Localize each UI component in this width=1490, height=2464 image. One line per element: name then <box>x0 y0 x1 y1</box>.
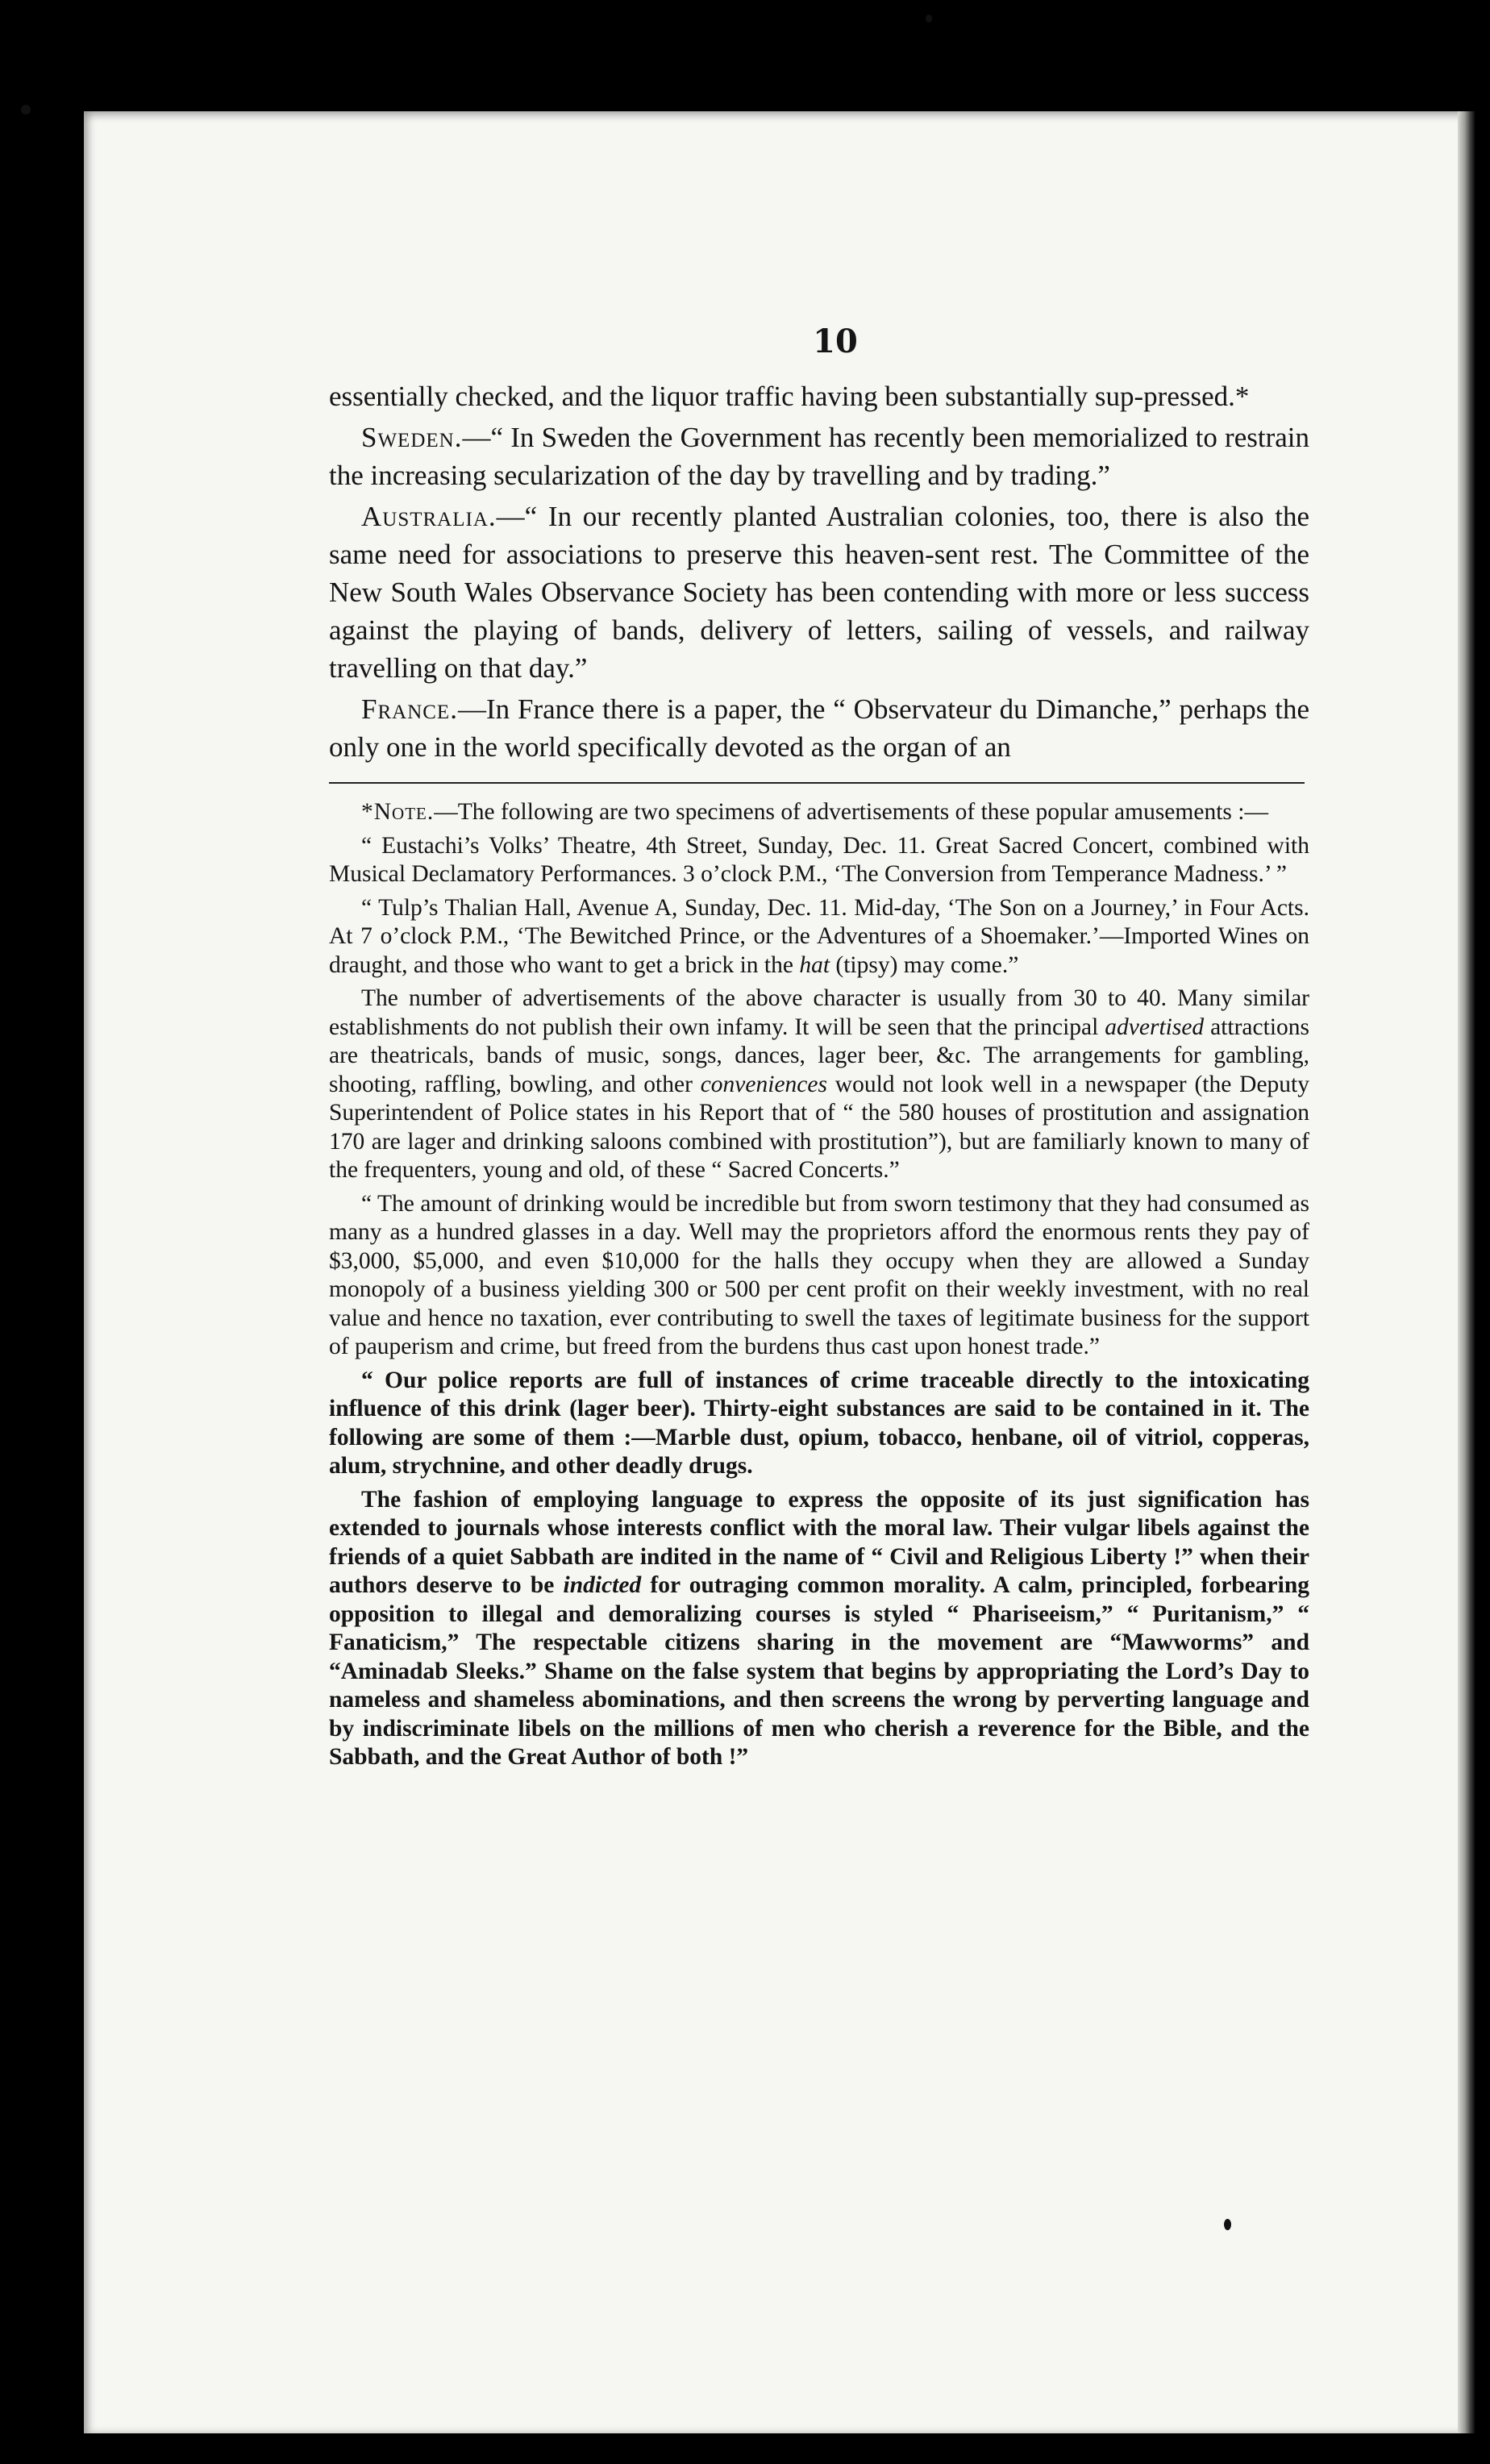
footnote-language-text: The fashion of employing language to express the opposite of its just signification has extended to journals whose interests conflict with the moral law. Their vulgar libels against the friends of a quiet Sabbath are indited in the name of “ Civil and Religious Liberty !” when their authors deserve to be <box>329 1486 1309 1598</box>
footnote-advert-count-end: would not look well in a newspaper (the Deputy Superintendent of Police states in his Report that of “ the 580 houses of prostitution and assignation 170 are lager and drinking saloons combined with prostitution”), but are familiarly known to many of the frequenters, young and old, of these “ Sacred Concerts.” <box>329 1071 1309 1183</box>
footnote-italic-conveniences: conveniences <box>700 1071 827 1097</box>
heading-australia: Australia. <box>361 501 497 532</box>
footnotes <box>329 798 1309 1772</box>
paragraph-sweden-text: —“ In Sweden the Government has recently been memorialized to restrain the increasing secularization of the day by travelling and by trading.” <box>329 422 1309 491</box>
page-number: 10 <box>813 323 858 360</box>
footnote-advert-count <box>329 984 1309 1185</box>
footnote-advert-tulp-text: “ Tulp’s Thalian Hall, Avenue A, Sunday, Dec. 11. Mid-day, ‘The Son on a Journey,’ in Four Acts. At 7 o’clock P.M., ‘The Bewitched Prince, or the Adventures of a Shoemaker.’—Imported Wines on draught, and those who want to get a brick in the <box>329 894 1309 978</box>
footnote-police-reports: “ Our police reports are full of instances of crime traceable directly to the intoxicating influence of this drink (lager beer). Thirty-eight substances are said to be contained in it. The following are some of them :—Marble dust, opium, tobacco, henbane, oil of vitriol, copperas, alum, strychnine, and other deadly drugs. <box>329 1367 1309 1479</box>
paragraph-australia <box>329 497 1309 687</box>
footnote-note-label: *Note. <box>361 799 435 825</box>
footnote-italic-indicted: indicted <box>563 1572 642 1598</box>
footnote-advert-count-mid: attractions are theatricals, bands of music, songs, dances, lager beer, &c. The arrangements for gambling, shooting, raffling, bowling, and other <box>329 1013 1309 1097</box>
footnote-drinking: “ The amount of drinking would be incredible but from sworn testimony that they had consumed as many as a hundred glasses in a day. Well may the proprietors afford the enormous rents they pay of $3,000, $5,000, and even $10,000 for the halls they occupy when they are allowed a Sunday monopoly of a business yielding 300 or 500 per cent profit on their weekly investment, with no real value and hence no taxation, ever contributing to swell the taxes of legitimate business for the support of pauperism and crime, but freed from the burdens thus cast upon honest trade.” <box>329 1190 1309 1359</box>
paragraph-sweden <box>329 418 1309 494</box>
footnote-advert-tulp <box>329 894 1309 980</box>
footnote-italic-advertised: advertised <box>1105 1013 1205 1040</box>
scan-speck <box>21 105 31 114</box>
page-edge-shadow <box>1458 111 1475 2433</box>
footnote-note-text: —The following are two specimens of advertisements of these popular amusements :— <box>434 799 1268 825</box>
scan-speck <box>926 15 932 23</box>
footnote-advert-tulp-end: (tipsy) may come.” <box>830 951 1019 978</box>
footnote-advert-count-text: The number of advertisements of the above character is usually from 30 to 40. Many similar establishments do not publish their own infamy. It will be seen that the principal <box>329 985 1309 1040</box>
paragraph-france-text: —In France there is a paper, the “ Observateur du Dimanche,” perhaps the only one in the world specifically devoted as the organ of an <box>329 693 1309 763</box>
footnote-language <box>329 1486 1309 1772</box>
heading-sweden: Sweden. <box>361 422 463 453</box>
main-body <box>329 377 1309 766</box>
footnote-language-end: for outraging common morality. A calm, principled, forbearing opposition to illegal and demoralizing courses is styled “ Phariseeism,” “ Puritanism,” “ Fanaticism,” The respectable citizens sharing in the movement are “Mawworms” and “Aminadab Sleeks.” Shame on the false system that begins by appropriating the Lord’s Day to nameless and shameless abominations, and then screens the wrong by perverting language and by indiscriminate libels on the millions of men who cherish a reverence for the Bible, and the Sabbath, and the Great Author of both !” <box>329 1572 1309 1770</box>
page-text <box>329 319 1309 1772</box>
footnote-note <box>329 798 1309 827</box>
paragraph-intro: essentially checked, and the liquor traffic having been substantially sup-pressed.* <box>329 381 1250 412</box>
paragraph-australia-text: —“ In our recently planted Australian colonies, too, there is also the same need for associations to preserve this heaven-sent rest. The Committee of the New South Wales Observance Society has been contending with more or less success against the playing of bands, delivery of letters, sailing of vessels, and railway travelling on that day.” <box>329 501 1309 684</box>
paragraph-france <box>329 690 1309 766</box>
footnote-divider <box>329 782 1305 784</box>
footnote-advert-tulp-italic: hat <box>799 951 830 978</box>
scan-speck <box>1224 2219 1231 2230</box>
footnote-advert-eustachi: “ Eustachi’s Volks’ Theatre, 4th Street, Sunday, Dec. 11. Great Sacred Concert, combined with Musical Declamatory Performances. 3 o’clock P.M., ‘The Conversion from Temperance Madness.’ ” <box>329 832 1309 887</box>
heading-france: France. <box>361 693 458 725</box>
